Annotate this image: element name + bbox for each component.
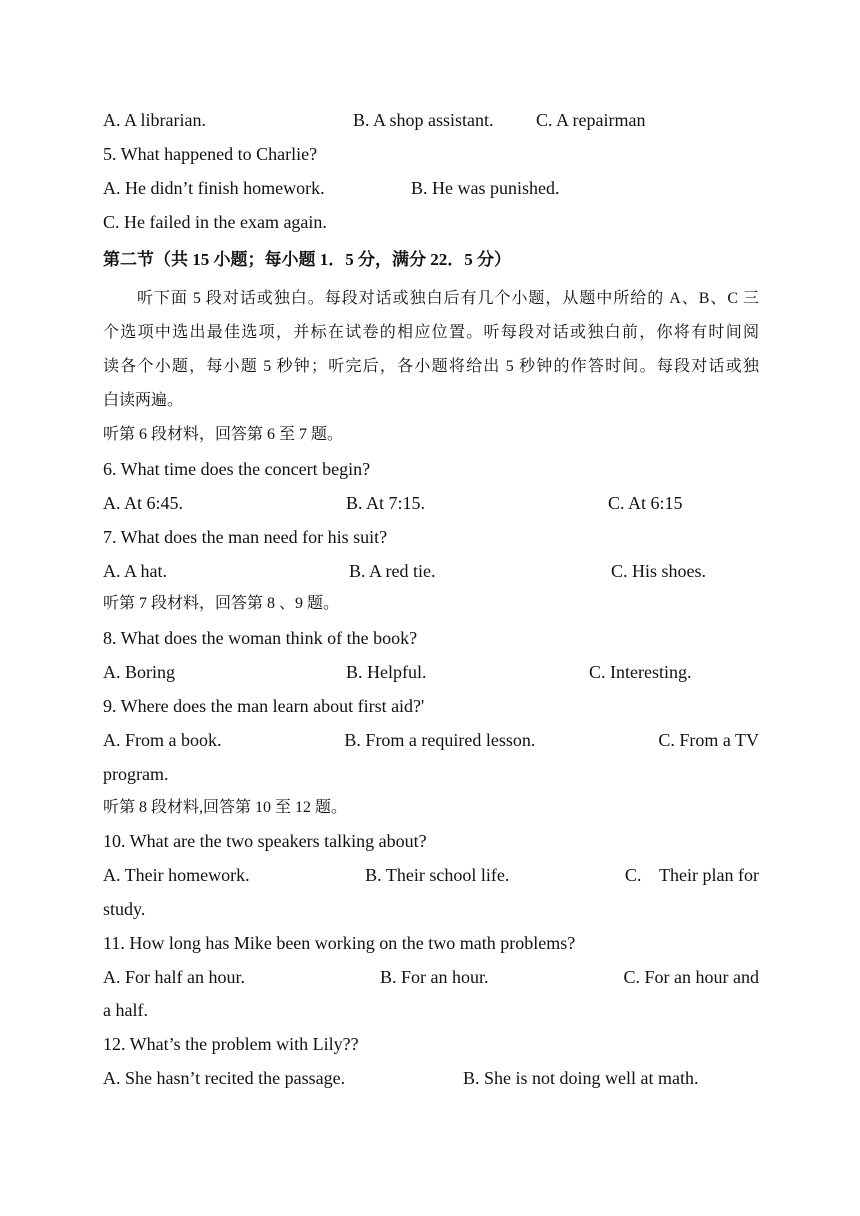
instruction-line: 读各个小题，每小题 5 秒钟；听完后，各小题将给出 5 秒钟的作答时间。每段对话或独 — [103, 358, 759, 375]
q6-option-c: C. At 6:15 — [608, 493, 683, 513]
section-instructions — [103, 282, 759, 418]
q11-options — [103, 966, 759, 988]
q4-option-c: C. A repairman — [536, 110, 646, 130]
q12-option-b: B. She is not doing well at math. — [463, 1068, 699, 1088]
q9-options — [103, 729, 759, 751]
q5-option-a: A. He didn’t finish homework. — [103, 178, 325, 198]
q10-option-c-continued: study. — [103, 899, 146, 919]
q5-option-c: C. He failed in the exam again. — [103, 212, 327, 232]
q8-option-b: B. Helpful. — [346, 662, 427, 682]
q9-question: 9. Where does the man learn about first aid?' — [103, 696, 425, 716]
q9-option-b: B. From a required lesson. — [344, 730, 536, 750]
q8-option-a: A. Boring — [103, 662, 175, 682]
q5-option-b: B. He was punished. — [411, 178, 560, 198]
q7-option-b: B. A red tie. — [349, 561, 436, 581]
q9-option-c: C. From a TV — [658, 730, 759, 750]
q10-option-a: A. Their homework. — [103, 865, 250, 885]
q4-option-a: A. A librarian. — [103, 110, 206, 130]
q8-question: 8. What does the woman think of the book? — [103, 628, 418, 648]
q6-question: 6. What time does the concert begin? — [103, 459, 371, 479]
q6-option-a: A. At 6:45. — [103, 493, 184, 513]
q11-option-c-continued: a half. — [103, 1000, 148, 1020]
passage7-intro: 听第 7 段材料，回答第 8 、9 题。 — [103, 595, 340, 612]
q11-option-a: A. For half an hour. — [103, 967, 245, 987]
q7-option-c: C. His shoes. — [611, 561, 707, 581]
q12-question: 12. What’s the problem with Lily?? — [103, 1034, 359, 1054]
instruction-line: 听下面 5 段对话或独白。每段对话或独白后有几个小题，从题中所给的 A、B、C 三 — [137, 290, 759, 307]
q10-question: 10. What are the two speakers talking about? — [103, 831, 427, 851]
q10-option-c: C. Their plan for — [624, 865, 759, 885]
q10-options — [103, 864, 759, 886]
q8-option-c: C. Interesting. — [589, 662, 692, 682]
q11-question: 11. How long has Mike been working on the two math problems? — [103, 933, 576, 953]
q9-option-c-continued: program. — [103, 764, 169, 784]
q7-question: 7. What does the man need for his suit? — [103, 527, 388, 547]
q10-option-b: B. Their school life. — [365, 865, 510, 885]
section-heading: 第二节（共 15 小题；每小题 1．5 分，满分 22．5 分） — [103, 250, 511, 269]
passage6-intro: 听第 6 段材料，回答第 6 至 7 题。 — [103, 426, 344, 443]
q6-option-b: B. At 7:15. — [346, 493, 426, 513]
instruction-line: 白读两遍。 — [103, 392, 184, 409]
q11-option-b: B. For an hour. — [379, 967, 489, 987]
q12-option-a: A. She hasn’t recited the passage. — [103, 1068, 346, 1088]
q9-option-a: A. From a book. — [103, 730, 222, 750]
q7-option-a: A. A hat. — [103, 561, 168, 581]
passage8-intro: 听第 8 段材料,回答第 10 至 12 题。 — [103, 799, 348, 816]
instruction-line: 个选项中选出最佳选项，并标在试卷的相应位置。听每段对话或独白前，你将有时间阅 — [103, 324, 759, 341]
q11-option-c: C. For an hour and — [623, 967, 759, 987]
q4-option-b: B. A shop assistant. — [353, 110, 494, 130]
q5-question: 5. What happened to Charlie? — [103, 144, 318, 164]
